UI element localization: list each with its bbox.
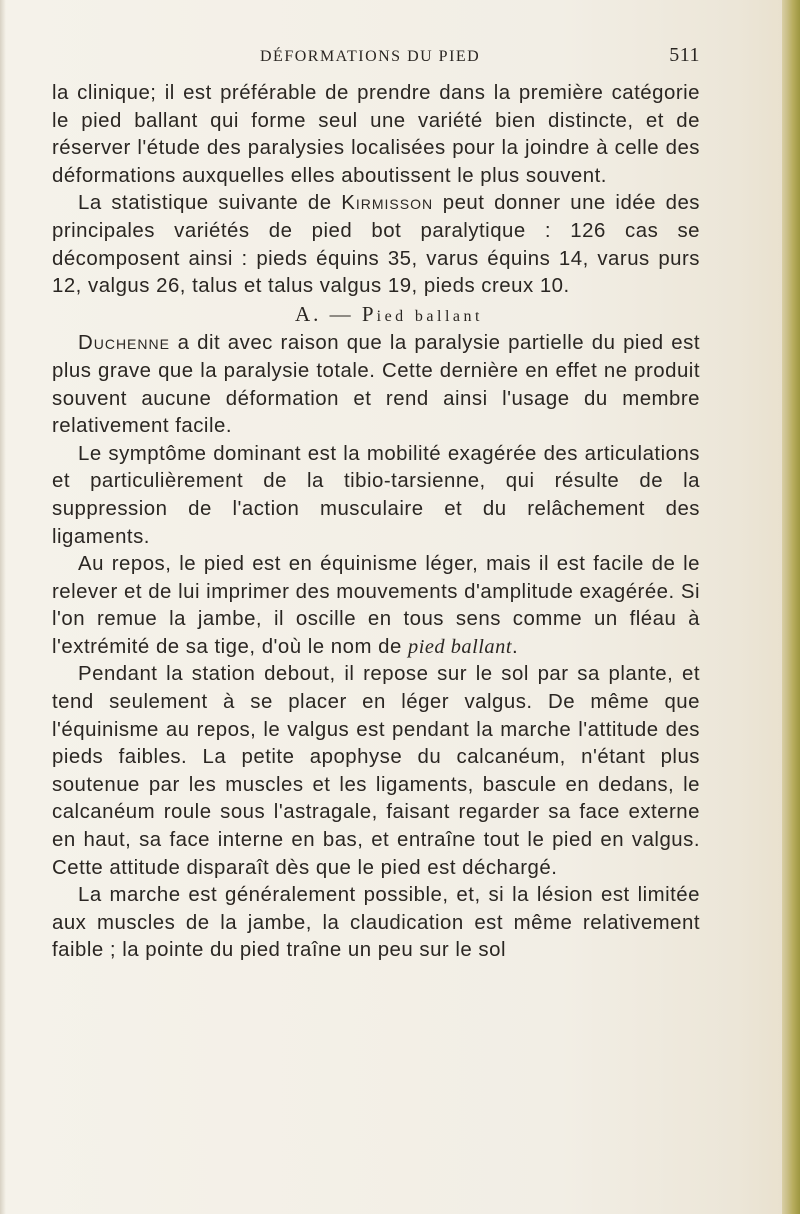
paragraph-2: La statistique suivante de Kirmisson peut donner une idée des principales variétés de pied bot paralytique : 126 cas se décomposent ainsi : pieds équins 35, varus équins 14, varus purs 12, valgus 26, talus et talus valgus 19, pieds creux 10. [52,192,700,298]
author-name: Kirmisson [341,192,434,215]
page-number: 511 [669,44,700,66]
paragraph-4: Le symptôme dominant est la mobilité exagérée des articulations et particulièrement de la tibio-tarsienne, qui résulte de la suppression de l'action musculaire et du relâchement des ligaments. [52,442,700,548]
body-text [52,80,700,965]
author-name: Duchenne [78,332,170,355]
paragraph-5: Au repos, le pied est en équinisme léger, mais il est facile de le relever et de lui imprimer des mouvements d'amplitude exagérée. Si l'on remue la jambe, il oscille en tous sens comme un fléau à l'extrémité de sa tige, d'où le nom de pied ballant. [52,553,700,658]
page-edge-discoloration [782,0,800,1214]
paragraph-6: Pendant la station debout, il repose sur le sol par sa plante, et tend seulement à se placer en léger valgus. De même que l'équinisme au repos, le valgus est pendant la marche l'attitude des pieds faibles. La petite apophyse du calcanéum, n'étant plus soutenue par les muscles et les ligaments, bascule en dedans, le calcanéum roule sous l'astragale, faisant regarder sa face externe en haut, sa face interne en bas, et entraîne tout le pied en valgus. Cette attitude disparaît dès que le pied est déchargé. [52,663,700,879]
italic-term: pied ballant [408,635,512,658]
page-gutter-shadow [0,0,6,1214]
paragraph-7: La marche est généralement possible, et, si la lésion est limitée aux muscles de la jambe, la claudication est même relativement faible ; la pointe du pied traîne un peu sur le sol [52,884,700,962]
running-head: DÉFORMATIONS DU PIED [260,48,481,65]
page-header [260,44,700,70]
paragraph-3: Duchenne a dit avec raison que la paralysie partielle du pied est plus grave que la paralysie totale. Cette dernière en effet ne produit souvent aucune déformation et rend ainsi l'usage du membre relativement facile. [52,332,700,438]
paragraph-1: la clinique; il est préférable de prendre dans la première catégorie le pied ballant qui forme seul une variété bien distincte, et de réserver l'étude des paralysies localisées pour la joindre à celle des déformations auxquelles elles aboutissent le plus souvent. [52,82,700,187]
section-heading: A. — Pied ballant [295,301,483,326]
